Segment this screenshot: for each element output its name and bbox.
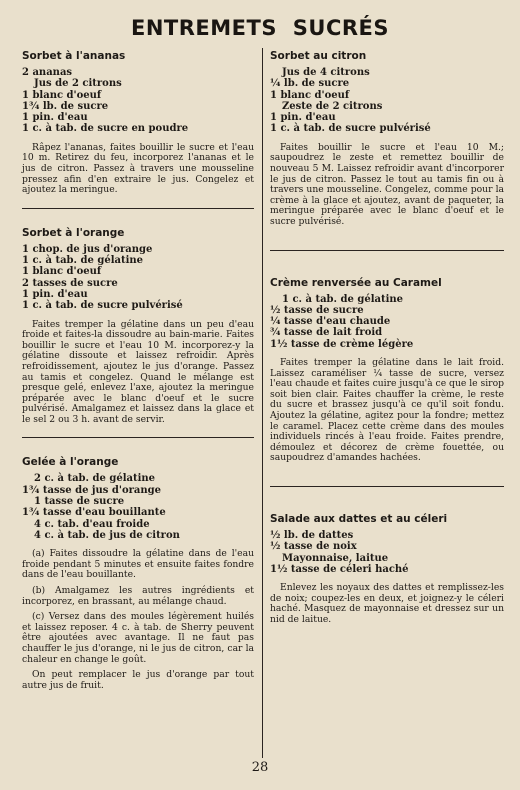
instructions: [270, 583, 504, 625]
ingredient: 1 c. à tab. de gélatine: [22, 255, 144, 267]
ingredient: Zeste de 2 citrons: [282, 100, 383, 112]
instructions: [270, 358, 504, 464]
ingredient-list: [270, 530, 504, 575]
recipe-separator: [270, 250, 504, 251]
ingredient: 1¾ tasse d'eau bouillante: [22, 507, 166, 519]
recipe-title: Salade aux dattes et au céleri: [270, 512, 448, 525]
recipe-separator: [22, 208, 254, 209]
recipe-separator: [22, 437, 254, 438]
instructions: [22, 320, 254, 426]
ingredient: 1 c. à tab. de sucre pulvérisé: [22, 300, 183, 312]
recipe-title: Sorbet à l'ananas: [22, 50, 126, 62]
ingredient-list: [22, 473, 254, 541]
ingredient: 1 pin. d'eau: [22, 112, 88, 124]
ingredient: 1¾ lb. de sucre: [22, 100, 109, 112]
instruction-paragraph: Faites tremper la gélatine dans un peu d'eau froide et faites-la dissoudre au bain-marie. Faites bouillir le sucre et l'eau 10 M. incorporez-y la gélatine dissoute et laissez refroidir. Après refroidissement, ajoutez le jus d'orange. Passez au tamis et congelez. Quand le mélange est presque gelé, enlevez l'axe, ajoutez la meringue préparée avec le blanc d'oeuf et le sucre pulvérisé. Amalgamez et laissez dans la glace et le sel 2 ou 3 h. avant de servir.: [22, 318, 254, 425]
ingredient: 1 tasse de sucre: [34, 496, 125, 508]
ingredient: 4 c. tab. d'eau froide: [34, 518, 150, 530]
page-number: 28: [251, 760, 269, 775]
ingredient: Jus de 4 citrons: [282, 67, 370, 78]
column-divider: [262, 48, 263, 758]
recipe-sorbet-orange: [22, 227, 254, 426]
recipe-title: Crème renversée au Caramel: [270, 276, 442, 289]
ingredient: 1 c. à tab. de gélatine: [282, 293, 404, 305]
ingredient: 1¾ tasse de jus d'orange: [22, 484, 162, 496]
instruction-paragraph: Enlevez les noyaux des dattes et remplissez-les de noix; coupez-les en deux, et joignez-y le céleri haché. Masquez de mayonnaise et dressez sur un nid de laitue.: [270, 582, 504, 625]
ingredient: ¾ tasse de lait froid: [270, 327, 383, 339]
ingredient: 1½ tasse de céleri haché: [270, 563, 409, 575]
ingredient: ¼ tasse d'eau chaude: [270, 316, 391, 328]
ingredient: 1 c. à tab. de sucre en poudre: [22, 123, 189, 135]
recipe-sorbet-citron: [270, 50, 504, 228]
instruction-paragraph: Râpez l'ananas, faites bouillir le sucre et l'eau 10 m. Retirez du feu, incorporez l'ananas et le jus de citron. Passez à travers une mousseline pressez afin d'en extraire le jus. Congelez et ajoutez la meringue.: [22, 141, 254, 196]
ingredient: Mayonnaise, laitue: [282, 552, 389, 564]
recipe-separator: [270, 486, 504, 487]
instructions: [22, 549, 254, 691]
instruction-paragraph: Faites bouillir le sucre et l'eau 10 M.; saupoudrez le zeste et remettez bouillir de nouveau 5 M. Laissez refroidir avant d'incorporer le jus de citron. Passez le tout au tamis fin ou à travers une mousseline. Congelez, comme pour la crème à la glace et ajoutez, avant de paqueter, la meringue préparée avec le blanc d'oeuf et le sucre pulvérisé.: [270, 141, 504, 227]
ingredient-list: [22, 67, 254, 135]
ingredient: 1 blanc d'oeuf: [22, 266, 102, 278]
ingredient: 1 c. à tab. de sucre pulvérisé: [270, 123, 431, 135]
ingredient: 1 chop. de jus d'orange: [22, 243, 153, 255]
ingredient: ½ lb. de dattes: [270, 529, 354, 541]
ingredient: 2 c. à tab. de gélatine: [34, 473, 156, 485]
ingredient: Jus de 2 citrons: [34, 78, 122, 90]
ingredient: 1 pin. d'eau: [22, 288, 88, 300]
instruction-paragraph: On peut remplacer le jus d'orange par tout autre jus de fruit.: [22, 669, 254, 691]
instructions: [22, 143, 254, 196]
recipe-creme-renversee: [270, 277, 504, 464]
recipe-title: Sorbet au citron: [270, 50, 367, 62]
recipe-title: Gelée à l'orange: [22, 456, 119, 469]
recipe-salade-dattes: [270, 513, 504, 626]
instructions: [270, 143, 504, 228]
ingredient: 2 ananas: [22, 67, 73, 78]
ingredient: 1½ tasse de crème légère: [270, 338, 414, 350]
instruction-paragraph: (a) Faites dissoudre la gélatine dans de l'eau froide pendant 5 minutes et ensuite faites fondre dans de l'eau bouillante.: [22, 548, 254, 581]
ingredient-list: [270, 67, 504, 135]
ingredient: 1 blanc d'oeuf: [22, 89, 102, 101]
ingredient: ½ tasse de sucre: [270, 304, 364, 316]
ingredient-list: [270, 294, 504, 350]
ingredient: 2 tasses de sucre: [22, 277, 118, 289]
left-column: [22, 50, 254, 696]
ingredient: ½ tasse de noix: [270, 541, 357, 553]
recipe-sorbet-ananas: [22, 50, 254, 196]
page-title: ENTREMETS SUCRÉS: [131, 16, 389, 40]
recipe-gelee-orange: [22, 456, 254, 691]
right-column: [270, 50, 504, 631]
ingredient-list: [22, 244, 254, 312]
recipe-title: Sorbet à l'orange: [22, 226, 125, 239]
instruction-paragraph: (c) Versez dans des moules légèrement huilés et laissez reposer. 4 c. à tab. de Sherry peuvent être ajoutées avec avantage. Il ne faut pas chauffer le jus d'orange, ni le jus de citron, car la chaleur en change le goût.: [22, 611, 254, 665]
ingredient: 4 c. à tab. de jus de citron: [34, 529, 180, 541]
ingredient: ¼ lb. de sucre: [270, 78, 350, 90]
ingredient: 1 blanc d'oeuf: [270, 89, 350, 101]
instruction-paragraph: Faites tremper la gélatine dans le lait froid. Laissez caraméliser ¼ tasse de sucre, versez l'eau chaude et faites cuire jusqu'à ce que le sirop soit bien clair. Faites chauffer la crème, le reste du sucre et brassez jusqu'à ce qu'il soit fondu. Ajoutez la gélatine, agitez pour la fondre; mettez le caramel. Placez cette crème dans des moules individuels rincés à l'eau froide. Faites prendre, démoulez et décorez de crème fouettée, ou saupoudrez d'amandes hachées.: [270, 357, 504, 464]
instruction-paragraph: (b) Amalgamez les autres ingrédients et incorporez, en brassant, au mélange chaud.: [22, 585, 254, 607]
ingredient: 1 pin. d'eau: [270, 112, 336, 124]
